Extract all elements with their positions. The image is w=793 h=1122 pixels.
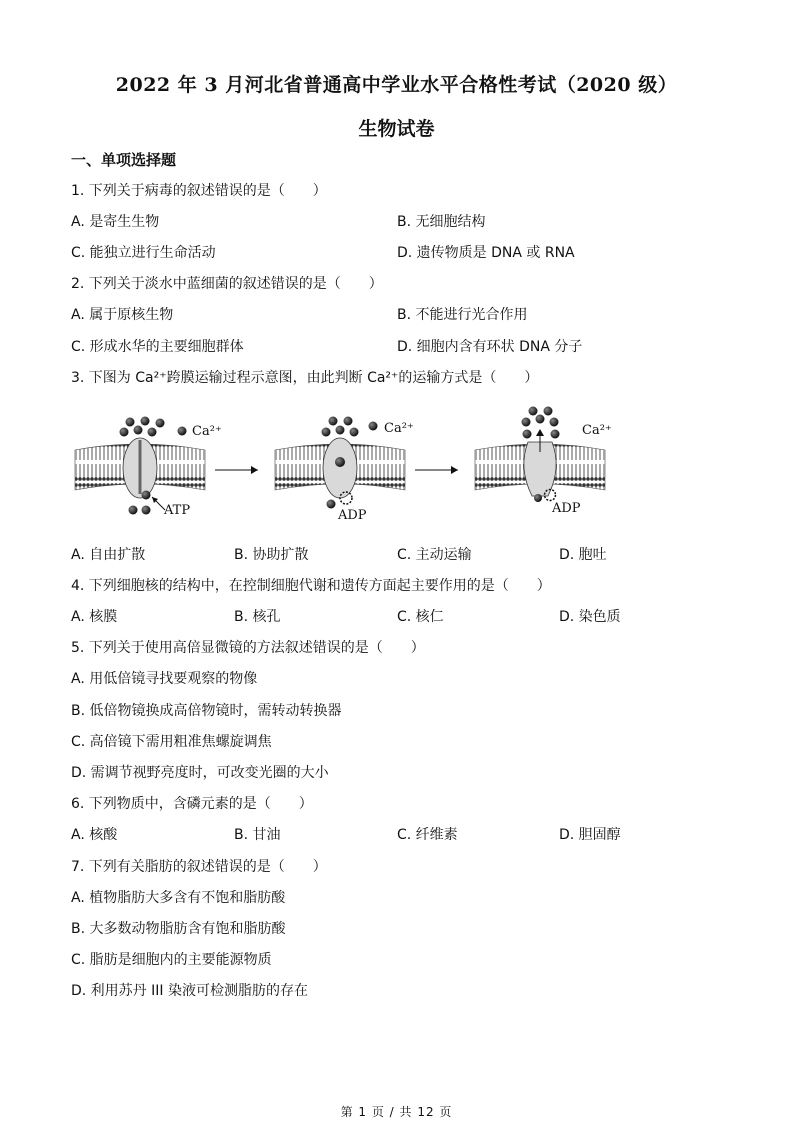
question-7-stem: 7. 下列有关脂肪的叙述错误的是（ ） [71, 859, 327, 875]
question-3-option-d: D. 胞吐 [559, 547, 607, 563]
question-7-option-c: C. 脂肪是细胞内的主要能源物质 [71, 952, 272, 968]
question-4-option-c: C. 核仁 [397, 609, 444, 625]
question-7-option-a: A. 植物脂肪大多含有不饱和脂肪酸 [71, 890, 286, 906]
exam-subtitle: 生物试卷 [358, 118, 435, 140]
question-6-option-a: A. 核酸 [71, 827, 118, 843]
question-6-stem: 6. 下列物质中，含磷元素的是（ ） [71, 796, 313, 812]
ion-label-1: Ca²⁺ [192, 424, 222, 439]
question-4-stem: 4. 下列细胞核的结构中，在控制细胞代谢和遗传方面起主要作用的是（ ） [71, 578, 551, 594]
question-3-option-c: C. 主动运输 [397, 547, 472, 563]
question-1-option-d: D. 遗传物质是 DNA 或 RNA [397, 245, 575, 261]
question-4-option-a: A. 核膜 [71, 609, 118, 625]
section-heading: 一、单项选择题 [71, 151, 177, 169]
question-3-option-b: B. 协助扩散 [234, 547, 309, 563]
question-4-option-d: D. 染色质 [559, 609, 621, 625]
question-2-stem: 2. 下列关于淡水中蓝细菌的叙述错误的是（ ） [71, 276, 383, 292]
question-2-option-c: C. 形成水华的主要细胞群体 [71, 339, 244, 355]
adp-label-2: ADP [552, 501, 581, 516]
process-arrow-2 [415, 466, 458, 474]
diagram-panel-1 [75, 417, 222, 519]
adp-label-1: ADP [338, 508, 367, 523]
question-7-option-b: B. 大多数动物脂肪含有饱和脂肪酸 [71, 921, 286, 937]
diagram-panel-3 [475, 407, 612, 517]
question-1-option-b: B. 无细胞结构 [397, 214, 486, 230]
question-4-option-b: B. 核孔 [234, 609, 281, 625]
question-6-option-b: B. 甘油 [234, 827, 281, 843]
question-2-option-a: A. 属于原核生物 [71, 307, 174, 323]
question-5-option-d: D. 需调节视野亮度时，可改变光圈的大小 [71, 765, 329, 781]
diagram-panel-2 [275, 417, 414, 524]
question-7-option-d: D. 利用苏丹 III 染液可检测脂肪的存在 [71, 983, 308, 999]
question-2-option-b: B. 不能进行光合作用 [397, 307, 528, 323]
question-2-option-d: D. 细胞内含有环状 DNA 分子 [397, 339, 583, 355]
question-1-option-a: A. 是寄生生物 [71, 214, 160, 230]
question-3-stem: 3. 下图为 Ca²⁺跨膜运输过程示意图，由此判断 Ca²⁺的运输方式是（ ） [71, 370, 539, 386]
ion-label-3: Ca²⁺ [582, 423, 612, 438]
carrier-protein-2 [323, 438, 357, 498]
membrane-transport-diagram [70, 402, 630, 527]
question-5-option-a: A. 用低倍镜寻找要观察的物像 [71, 671, 258, 687]
question-1-option-c: C. 能独立进行生命活动 [71, 245, 216, 261]
question-6-option-d: D. 胆固醇 [559, 827, 621, 843]
question-6-option-c: C. 纤维素 [397, 827, 458, 843]
question-3-option-a: A. 自由扩散 [71, 547, 146, 563]
question-5-option-b: B. 低倍物镜换成高倍物镜时，需转动转换器 [71, 703, 342, 719]
question-1-stem: 1. 下列关于病毒的叙述错误的是（ ） [71, 183, 327, 199]
exam-title: 2022 年 3 月河北省普通高中学业水平合格性考试（2020 级） [115, 74, 678, 96]
atp-label: ATP [164, 503, 191, 518]
question-5-stem: 5. 下列关于使用高倍显微镜的方法叙述错误的是（ ） [71, 640, 425, 656]
page-footer: 第 1 页 / 共 12 页 [340, 1105, 453, 1119]
ion-label-2: Ca²⁺ [384, 421, 414, 436]
question-5-option-c: C. 高倍镜下需用粗准焦螺旋调焦 [71, 734, 272, 750]
process-arrow-1 [215, 466, 258, 474]
